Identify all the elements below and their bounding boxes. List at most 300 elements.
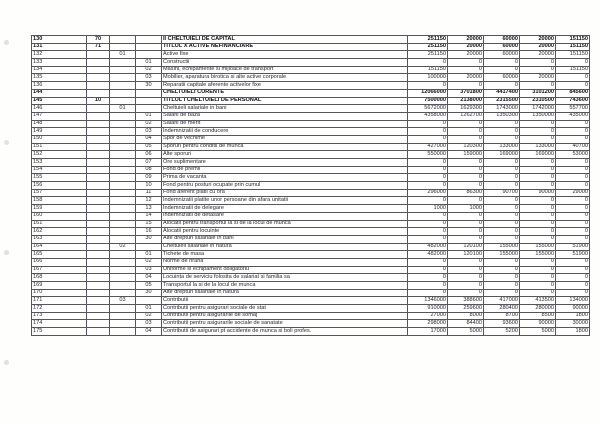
table-row	[32, 243, 590, 251]
quarter-1: 5000	[448, 328, 484, 336]
quarter-3: 0	[520, 266, 556, 274]
chapter-code	[87, 312, 110, 320]
chapter-code	[87, 182, 110, 190]
quarter-2: 155000	[484, 251, 520, 259]
subchapter-code	[110, 174, 136, 182]
subchapter-code	[110, 59, 136, 67]
subchapter-code	[110, 128, 136, 136]
row-number: 161	[32, 220, 87, 228]
subchapter-code	[110, 189, 136, 197]
row-number: 136	[32, 82, 87, 90]
annual-total: 0	[408, 159, 448, 167]
subchapter-code	[110, 312, 136, 320]
quarter-4: 51900	[556, 243, 590, 251]
line-item-name: Contributii	[162, 297, 408, 305]
row-number: 149	[32, 128, 87, 136]
annual-total: 482000	[408, 251, 448, 259]
annual-total: 17000	[408, 328, 448, 336]
line-item-name: Cheltuieli salariale in natura	[162, 243, 408, 251]
table-row	[32, 305, 590, 313]
quarter-3: 0	[520, 174, 556, 182]
line-item-name: Constructii	[162, 59, 408, 67]
table-row	[32, 205, 590, 213]
chapter-code	[87, 74, 110, 82]
quarter-1: 0	[448, 166, 484, 174]
table-row	[32, 251, 590, 259]
line-item-name: Salarii de merit	[162, 120, 408, 128]
quarter-2: 0	[484, 82, 520, 90]
subchapter-code	[110, 120, 136, 128]
quarter-4: 0	[556, 197, 590, 205]
annual-total: 482000	[408, 243, 448, 251]
table-row	[32, 36, 590, 44]
quarter-1: 8000	[448, 312, 484, 320]
paragraph-code: 05	[136, 282, 162, 290]
row-number: 172	[32, 305, 87, 313]
quarter-4: 0	[556, 82, 590, 90]
row-number: 154	[32, 166, 87, 174]
subchapter-code: 01	[110, 105, 136, 113]
subchapter-code	[110, 328, 136, 336]
paragraph-code: 07	[136, 159, 162, 167]
annual-total: 0	[408, 166, 448, 174]
quarter-3: 0	[520, 274, 556, 282]
annual-total: 251150	[408, 43, 448, 51]
line-item-name: Transportul la si de la locul de munca	[162, 282, 408, 290]
punch-hole	[4, 250, 9, 255]
quarter-2: 0	[484, 289, 520, 297]
quarter-3: 20000	[520, 36, 556, 44]
quarter-3: 155000	[520, 251, 556, 259]
paragraph-code: 01	[136, 112, 162, 120]
subchapter-code	[110, 235, 136, 243]
quarter-1: 0	[448, 120, 484, 128]
chapter-code	[87, 135, 110, 143]
subchapter-code	[110, 151, 136, 159]
table-row	[32, 143, 590, 151]
quarter-4: 151150	[556, 36, 590, 44]
line-item-name: Cheltuieli salariale in bani	[162, 105, 408, 113]
chapter-code	[87, 51, 110, 59]
line-item-name: Indemnizatii de detasare	[162, 212, 408, 220]
line-item-name: Fond aferent platii cu ora	[162, 189, 408, 197]
annual-total: 0	[408, 59, 448, 67]
table-row	[32, 212, 590, 220]
quarter-4: 743600	[556, 97, 590, 105]
quarter-2: 0	[484, 220, 520, 228]
quarter-3: 0	[520, 228, 556, 236]
quarter-3: 0	[520, 282, 556, 290]
annual-total: 7500000	[408, 97, 448, 105]
subchapter-code	[110, 266, 136, 274]
quarter-4: 0	[556, 266, 590, 274]
subchapter-code	[110, 220, 136, 228]
paragraph-code	[136, 51, 162, 59]
quarter-1: 388600	[448, 297, 484, 305]
quarter-4: 0	[556, 174, 590, 182]
chapter-code	[87, 205, 110, 213]
line-item-name: Salarii de baza	[162, 112, 408, 120]
quarter-1: 0	[448, 220, 484, 228]
annual-total: 0	[408, 212, 448, 220]
subchapter-code	[110, 205, 136, 213]
quarter-1: 0	[448, 282, 484, 290]
line-item-name: Alte drepturi salariale in natura	[162, 289, 408, 297]
annual-total: 0	[408, 120, 448, 128]
paragraph-code: 06	[136, 151, 162, 159]
quarter-3: 0	[520, 220, 556, 228]
table-row	[32, 166, 590, 174]
line-item-name: Prima de vacanta	[162, 174, 408, 182]
paragraph-code: 08	[136, 166, 162, 174]
quarter-3: 0	[520, 82, 556, 90]
quarter-1: 1000	[448, 205, 484, 213]
quarter-1: 159000	[448, 151, 484, 159]
annual-total: 0	[408, 220, 448, 228]
table-row	[32, 235, 590, 243]
table-row	[32, 220, 590, 228]
row-number: 169	[32, 282, 87, 290]
quarter-3: 0	[520, 159, 556, 167]
quarter-2: 0	[484, 135, 520, 143]
subchapter-code	[110, 135, 136, 143]
quarter-2: 0	[484, 174, 520, 182]
subchapter-code: 02	[110, 243, 136, 251]
paragraph-code	[136, 105, 162, 113]
line-item-name: Contributii pentru asigurarile de somaj	[162, 312, 408, 320]
row-number: 168	[32, 274, 87, 282]
quarter-1: 0	[448, 258, 484, 266]
subchapter-code	[110, 305, 136, 313]
table-row	[32, 59, 590, 67]
row-number: 160	[32, 212, 87, 220]
chapter-code	[87, 112, 110, 120]
quarter-3: 20000	[520, 51, 556, 59]
row-number: 170	[32, 289, 87, 297]
quarter-4: 0	[556, 235, 590, 243]
annual-total: 100000	[408, 74, 448, 82]
quarter-2: 0	[484, 128, 520, 136]
quarter-3: 8500	[520, 312, 556, 320]
quarter-1: 0	[448, 197, 484, 205]
chapter-code	[87, 166, 110, 174]
quarter-1: 0	[448, 135, 484, 143]
quarter-2: 60000	[484, 36, 520, 44]
quarter-2: 0	[484, 166, 520, 174]
quarter-4: 51900	[556, 251, 590, 259]
subchapter-code	[110, 36, 136, 44]
quarter-4: 0	[556, 59, 590, 67]
annual-total: 0	[408, 174, 448, 182]
chapter-code	[87, 258, 110, 266]
row-number: 132	[32, 51, 87, 59]
row-number: 147	[32, 112, 87, 120]
table-row	[32, 105, 590, 113]
quarter-3: 0	[520, 182, 556, 190]
line-item-name: Masini, echipamente si mijloace de transport	[162, 66, 408, 74]
quarter-3: 0	[520, 197, 556, 205]
subchapter-code	[110, 274, 136, 282]
chapter-code	[87, 251, 110, 259]
chapter-code	[87, 289, 110, 297]
quarter-3: 0	[520, 66, 556, 74]
subchapter-code	[110, 182, 136, 190]
quarter-2: 0	[484, 282, 520, 290]
quarter-1: 0	[448, 289, 484, 297]
subchapter-code	[110, 289, 136, 297]
table-row	[32, 74, 590, 82]
table-row	[32, 266, 590, 274]
quarter-3: 3101200	[520, 89, 556, 97]
subchapter-code	[110, 159, 136, 167]
quarter-1: 0	[448, 182, 484, 190]
table-row	[32, 197, 590, 205]
quarter-2: 169000	[484, 151, 520, 159]
punch-hole	[4, 140, 9, 145]
paragraph-code	[136, 89, 162, 97]
quarter-3: 0	[520, 235, 556, 243]
line-item-name: Fond pentru posturi ocupate prin cumul	[162, 182, 408, 190]
table-row	[32, 182, 590, 190]
chapter-code	[87, 120, 110, 128]
table-row	[32, 189, 590, 197]
quarter-3: 0	[520, 135, 556, 143]
quarter-1: 120100	[448, 251, 484, 259]
row-number: 155	[32, 174, 87, 182]
quarter-3: 1350000	[520, 112, 556, 120]
line-item-name: Mobilier, aparatura birotica si alte active corporale	[162, 74, 408, 82]
paragraph-code: 16	[136, 228, 162, 236]
quarter-3: 0	[520, 120, 556, 128]
quarter-4: 0	[556, 205, 590, 213]
paragraph-code: 05	[136, 143, 162, 151]
quarter-2: 4417400	[484, 89, 520, 97]
quarter-3: 0	[520, 166, 556, 174]
row-number: 174	[32, 320, 87, 328]
paragraph-code: 01	[136, 305, 162, 313]
row-number: 167	[32, 266, 87, 274]
chapter-code	[87, 89, 110, 97]
paragraph-code: 12	[136, 197, 162, 205]
subchapter-code	[110, 97, 136, 105]
line-item-name: Alte drepturi salariale in bani	[162, 235, 408, 243]
row-number: 163	[32, 235, 87, 243]
quarter-4: 0	[556, 166, 590, 174]
row-number: 135	[32, 74, 87, 82]
chapter-code: 71	[87, 43, 110, 51]
row-number: 164	[32, 243, 87, 251]
line-item-name: Ore suplimentare	[162, 159, 408, 167]
table-row	[32, 51, 590, 59]
line-item-name: Indemnizatii platite unor persoane din afara unitatii	[162, 197, 408, 205]
quarter-1: 120100	[448, 243, 484, 251]
row-number: 152	[32, 151, 87, 159]
annual-total: 0	[408, 135, 448, 143]
line-item-name: Tichete de masa	[162, 251, 408, 259]
paragraph-code: 02	[136, 120, 162, 128]
annual-total: 0	[408, 182, 448, 190]
table-row	[32, 320, 590, 328]
quarter-4: 0	[556, 135, 590, 143]
quarter-1: 0	[448, 59, 484, 67]
quarter-1: 2138000	[448, 97, 484, 105]
quarter-3: 90000	[520, 189, 556, 197]
annual-total: 298000	[408, 320, 448, 328]
quarter-2: 90700	[484, 189, 520, 197]
line-item-name: Norme de hrana	[162, 258, 408, 266]
annual-total: 0	[408, 197, 448, 205]
chapter-code	[87, 305, 110, 313]
quarter-4: 29000	[556, 189, 590, 197]
line-item-name: Alocatii pentru transportul la si de la locul de munca	[162, 220, 408, 228]
paragraph-code: 15	[136, 220, 162, 228]
annual-total: 0	[408, 258, 448, 266]
annual-total: 12066000	[408, 89, 448, 97]
quarter-3: 0	[520, 289, 556, 297]
quarter-3: 1742000	[520, 105, 556, 113]
quarter-2: 60000	[484, 51, 520, 59]
quarter-4: 0	[556, 128, 590, 136]
quarter-2: 0	[484, 59, 520, 67]
row-number: 173	[32, 312, 87, 320]
row-number: 175	[32, 328, 87, 336]
line-item-name: Uniforme si echipament obligatoriu	[162, 266, 408, 274]
table-row	[32, 89, 590, 97]
quarter-4: 0	[556, 258, 590, 266]
quarter-4: 151150	[556, 51, 590, 59]
quarter-1: 0	[448, 212, 484, 220]
chapter-code	[87, 212, 110, 220]
table-row	[32, 312, 590, 320]
row-number: 158	[32, 197, 87, 205]
quarter-2: 0	[484, 205, 520, 213]
chapter-code	[87, 243, 110, 251]
chapter-code	[87, 266, 110, 274]
quarter-1: 84400	[448, 320, 484, 328]
annual-total: 0	[408, 228, 448, 236]
row-number: 130	[32, 36, 87, 44]
quarter-1: 20000	[448, 36, 484, 44]
paragraph-code	[136, 43, 162, 51]
line-item-name: Fond de premii	[162, 166, 408, 174]
quarter-1: 0	[448, 174, 484, 182]
chapter-code	[87, 235, 110, 243]
chapter-code	[87, 220, 110, 228]
table-row	[32, 112, 590, 120]
paragraph-code	[136, 243, 162, 251]
quarter-2: 0	[484, 212, 520, 220]
chapter-code	[87, 297, 110, 305]
quarter-2: 0	[484, 266, 520, 274]
annual-total: 910000	[408, 305, 448, 313]
line-item-name: Active fixe	[162, 51, 408, 59]
subchapter-code	[110, 82, 136, 90]
quarter-2: 0	[484, 182, 520, 190]
quarter-3: 155000	[520, 243, 556, 251]
chapter-code	[87, 143, 110, 151]
chapter-code	[87, 274, 110, 282]
quarter-4: 134000	[556, 297, 590, 305]
line-item-name: Indemnizatii de conducere	[162, 128, 408, 136]
annual-total: 251150	[408, 51, 448, 59]
line-item-name: CHELTUIELI CURENTE	[162, 89, 408, 97]
row-number: 162	[32, 228, 87, 236]
annual-total: 0	[408, 289, 448, 297]
row-number: 166	[32, 258, 87, 266]
chapter-code	[87, 82, 110, 90]
line-item-name: Locuinta de serviciu folosita de salariat si familia sa	[162, 274, 408, 282]
quarter-1: 86300	[448, 189, 484, 197]
quarter-1: 0	[448, 82, 484, 90]
row-number: 144	[32, 89, 87, 97]
chapter-code: 10	[87, 97, 110, 105]
paragraph-code: 03	[136, 266, 162, 274]
chapter-code	[87, 189, 110, 197]
quarter-4: 0	[556, 228, 590, 236]
quarter-1: 0	[448, 159, 484, 167]
annual-total: 151150	[408, 66, 448, 74]
quarter-4: 435000	[556, 112, 590, 120]
quarter-3: 0	[520, 205, 556, 213]
chapter-code	[87, 197, 110, 205]
row-number: 131	[32, 43, 87, 51]
row-number: 148	[32, 120, 87, 128]
quarter-4: 40700	[556, 143, 590, 151]
subchapter-code	[110, 43, 136, 51]
table-row	[32, 43, 590, 51]
chapter-code	[87, 328, 110, 336]
subchapter-code	[110, 74, 136, 82]
quarter-4: 0	[556, 212, 590, 220]
quarter-1: 120300	[448, 143, 484, 151]
quarter-1: 20000	[448, 43, 484, 51]
quarter-2: 60000	[484, 43, 520, 51]
annual-total: 251150	[408, 36, 448, 44]
chapter-code	[87, 151, 110, 159]
subchapter-code	[110, 143, 136, 151]
chapter-code	[87, 128, 110, 136]
paragraph-code: 02	[136, 66, 162, 74]
subchapter-code	[110, 197, 136, 205]
quarter-3: 90000	[520, 320, 556, 328]
quarter-3: 169000	[520, 151, 556, 159]
table-row	[32, 97, 590, 105]
budget-rows	[32, 36, 590, 336]
table-row	[32, 258, 590, 266]
quarter-4: 0	[556, 74, 590, 82]
table-row	[32, 174, 590, 182]
quarter-4: 0	[556, 120, 590, 128]
line-item-name: Spor de vechime	[162, 135, 408, 143]
subchapter-code	[110, 66, 136, 74]
paragraph-code: 09	[136, 174, 162, 182]
paragraph-code: 13	[136, 205, 162, 213]
quarter-4: 0	[556, 220, 590, 228]
paragraph-code: 14	[136, 212, 162, 220]
paragraph-code	[136, 97, 162, 105]
chapter-code	[87, 228, 110, 236]
table-row	[32, 135, 590, 143]
table-row	[32, 274, 590, 282]
quarter-2: 280400	[484, 305, 520, 313]
quarter-1: 259600	[448, 305, 484, 313]
quarter-3: 0	[520, 59, 556, 67]
quarter-4: 151150	[556, 66, 590, 74]
quarter-4: 0	[556, 274, 590, 282]
chapter-code	[87, 320, 110, 328]
chapter-code	[87, 59, 110, 67]
row-number: 171	[32, 297, 87, 305]
